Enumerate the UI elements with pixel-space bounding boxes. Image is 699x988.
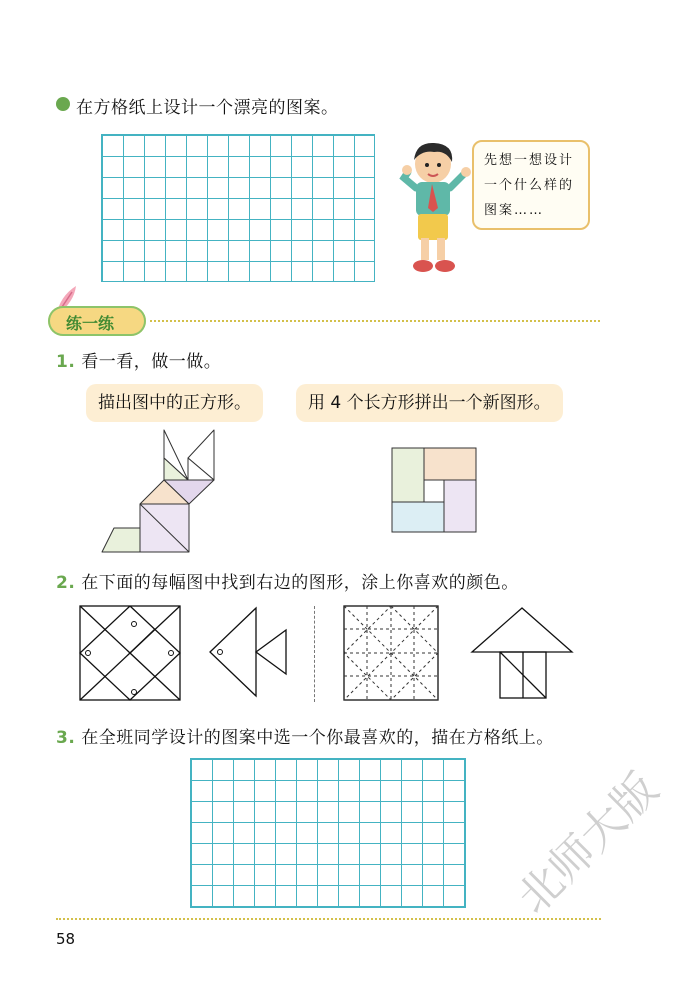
- bubble-line: 一个什么样的: [484, 178, 575, 193]
- q1-number: 1.: [56, 352, 76, 372]
- top-grid-paper: [101, 134, 375, 282]
- q3-line: [56, 723, 554, 748]
- q1-pill-right: 用 4 个长方形拼出一个新图形。: [296, 384, 563, 422]
- section-divider: [150, 320, 600, 322]
- publisher-watermark: 北师大版: [507, 763, 669, 924]
- q1-line: [56, 347, 221, 372]
- q3-text: 在全班同学设计的图案中选一个你最喜欢的，描在方格纸上。: [81, 728, 554, 748]
- q2-separator: [314, 606, 315, 702]
- q3-number: 3.: [56, 728, 76, 748]
- q2-number: 2.: [56, 573, 76, 593]
- section-title: 练一练: [66, 314, 115, 333]
- bubble-line: 图案……: [484, 203, 545, 218]
- q2-text: 在下面的每幅图中找到右边的图形，涂上你喜欢的颜色。: [81, 573, 519, 593]
- q2-left-fish-shape: [208, 606, 288, 698]
- q2-right-square-figure: [342, 604, 440, 702]
- q2-left-square-figure: [78, 604, 184, 702]
- speech-bubble: [472, 140, 590, 230]
- four-rectangles-figure: [390, 446, 478, 534]
- q1-text: 看一看，做一做。: [81, 352, 222, 372]
- bottom-grid-paper: [190, 758, 466, 908]
- intro-bullet-icon: [56, 97, 70, 111]
- footer-divider: [56, 918, 601, 920]
- intro-text: 在方格纸上设计一个漂亮的图案。: [76, 98, 339, 118]
- q1-pill-left: 描出图中的正方形。: [86, 384, 263, 422]
- boy-illustration: [398, 138, 472, 280]
- q2-right-house-shape: [470, 606, 574, 702]
- tangram-cat-figure: [100, 428, 220, 554]
- bubble-line: 先想一想设计: [484, 153, 575, 168]
- page-number: 58: [56, 930, 76, 948]
- q2-line: [56, 568, 519, 593]
